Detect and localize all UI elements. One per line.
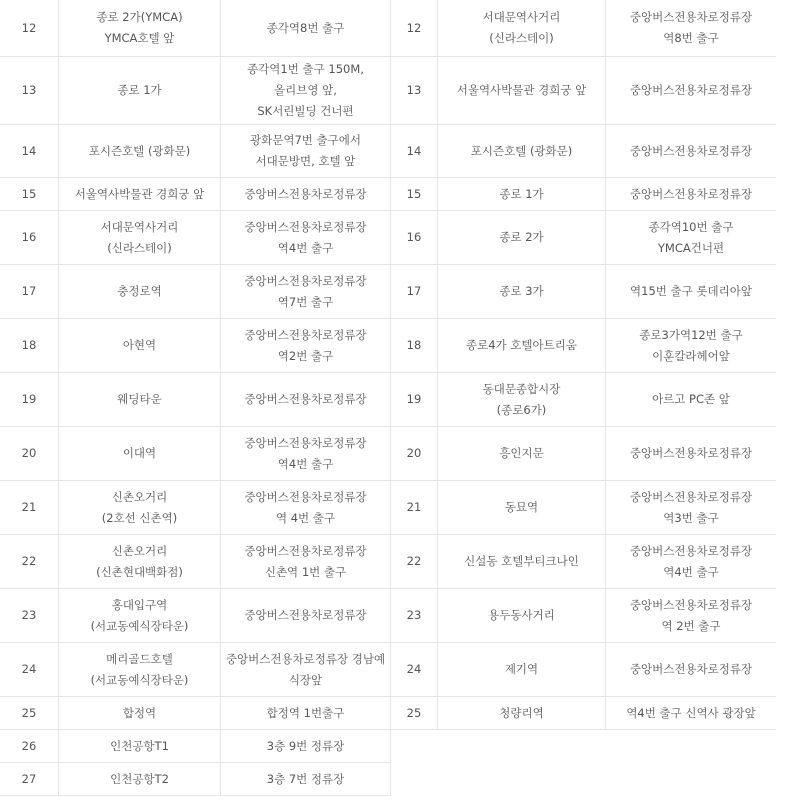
stop-name-left: 포시즌호텔 (광화문) [59,125,221,178]
stop-name-left: 종로 2가(YMCA) YMCA호텔 앞 [59,0,221,57]
table-row [0,481,776,535]
stop-number-left: 13 [0,57,59,125]
stop-name-right [438,763,606,796]
stop-location-right: 중앙버스전용차로정류장 역4번 출구 [606,535,776,589]
stop-location-right: 종각역10번 출구 YMCA건너편 [606,211,776,265]
stop-location-left: 3층 7번 정류장 [221,763,391,796]
stop-name-left: 인천공항T2 [59,763,221,796]
stop-number-left: 14 [0,125,59,178]
stop-name-right: 서대문역사거리 (신라스테이) [438,0,606,57]
table-row [0,211,776,265]
stop-location-right: 역15번 출구 롯데리아앞 [606,265,776,319]
stop-number-right: 17 [391,265,438,319]
stop-location-right: 아르고 PC존 앞 [606,373,776,427]
stop-name-right: 포시즌호텔 (광화문) [438,125,606,178]
stop-name-left: 합정역 [59,697,221,730]
stop-location-right: 중앙버스전용차로정류장 역 2번 출구 [606,589,776,643]
stop-number-right: 13 [391,57,438,125]
stop-name-left: 서대문역사거리 (신라스테이) [59,211,221,265]
stop-location-left: 중앙버스전용차로정류장 [221,178,391,211]
stop-name-left: 웨딩타운 [59,373,221,427]
stop-location-left: 합정역 1번출구 [221,697,391,730]
stop-location-left: 광화문역7번 출구에서 서대문방면, 호텔 앞 [221,125,391,178]
stop-number-right: 24 [391,643,438,697]
stop-name-left: 종로 1가 [59,57,221,125]
stop-location-left: 3층 9번 정류장 [221,730,391,763]
stop-name-right: 종로 3가 [438,265,606,319]
stop-location-left: 중앙버스전용차로정류장 경남예 식장앞 [221,643,391,697]
stop-name-right: 청량리역 [438,697,606,730]
stop-name-right: 흥인지문 [438,427,606,481]
stop-location-right: 중앙버스전용차로정류장 [606,125,776,178]
table-row [0,643,776,697]
stop-number-left: 20 [0,427,59,481]
table-row [0,178,776,211]
stop-location-left: 종각역8번 출구 [221,0,391,57]
stop-name-right [438,730,606,763]
stop-number-left: 19 [0,373,59,427]
stop-number-right: 12 [391,0,438,57]
stop-number-left: 25 [0,697,59,730]
stop-name-left: 아현역 [59,319,221,373]
stop-name-left: 홍대입구역 (서교동예식장타운) [59,589,221,643]
table-row [0,535,776,589]
stop-name-right: 용두동사거리 [438,589,606,643]
stop-number-left: 21 [0,481,59,535]
table-row [0,319,776,373]
stop-name-right: 동대문종합시장 (종로6가) [438,373,606,427]
stop-name-right: 서울역사박물관 경희궁 앞 [438,57,606,125]
stop-number-right: 18 [391,319,438,373]
stop-name-right: 종로 1가 [438,178,606,211]
stop-number-right [391,763,438,796]
stop-number-left: 27 [0,763,59,796]
stop-location-right [606,730,776,763]
stop-location-left: 중앙버스전용차로정류장 역4번 출구 [221,211,391,265]
stop-location-right: 중앙버스전용차로정류장 [606,427,776,481]
table-row [0,57,776,125]
stop-location-right: 중앙버스전용차로정류장 [606,178,776,211]
table-row [0,730,776,763]
stop-name-right: 동묘역 [438,481,606,535]
stop-number-left: 26 [0,730,59,763]
stop-name-left: 신촌오거리 (신촌현대백화점) [59,535,221,589]
stop-number-left: 12 [0,0,59,57]
stop-name-left: 신촌오거리 (2호선 신촌역) [59,481,221,535]
table-row [0,427,776,481]
stop-number-left: 17 [0,265,59,319]
stop-location-right: 중앙버스전용차로정류장 [606,643,776,697]
table-row [0,763,776,796]
table-row [0,0,776,57]
stop-number-right: 22 [391,535,438,589]
stop-number-right: 20 [391,427,438,481]
stop-location-left: 종각역1번 출구 150M, 올리브영 앞, SK서린빌딩 건너편 [221,57,391,125]
table-row [0,373,776,427]
stop-name-right: 종로4가 호텔아트리움 [438,319,606,373]
stop-location-left: 중앙버스전용차로정류장 [221,589,391,643]
table-row [0,125,776,178]
stop-name-left: 이대역 [59,427,221,481]
stop-location-right: 중앙버스전용차로정류장 역8번 출구 [606,0,776,57]
stop-number-right: 14 [391,125,438,178]
stop-number-left: 23 [0,589,59,643]
stop-number-right [391,730,438,763]
stop-number-right: 19 [391,373,438,427]
stop-name-left: 인천공항T1 [59,730,221,763]
stop-number-right: 25 [391,697,438,730]
stop-location-left: 중앙버스전용차로정류장 역7번 출구 [221,265,391,319]
stop-name-right: 신설동 호텔부티크나인 [438,535,606,589]
stop-location-left: 중앙버스전용차로정류장 역2번 출구 [221,319,391,373]
stop-number-right: 16 [391,211,438,265]
stop-number-left: 15 [0,178,59,211]
table-row [0,265,776,319]
stop-location-right [606,763,776,796]
stop-location-right: 역4번 출구 신역사 광장앞 [606,697,776,730]
table-row [0,589,776,643]
stop-location-right: 중앙버스전용차로정류장 역3번 출구 [606,481,776,535]
stop-location-left: 중앙버스전용차로정류장 [221,373,391,427]
stop-number-right: 21 [391,481,438,535]
stop-name-right: 제기역 [438,643,606,697]
stop-number-left: 18 [0,319,59,373]
stop-name-left: 충정로역 [59,265,221,319]
stop-number-right: 23 [391,589,438,643]
stop-location-right: 중앙버스전용차로정류장 [606,57,776,125]
stop-number-left: 22 [0,535,59,589]
stop-name-left: 메리골드호텔 (서교동예식장타운) [59,643,221,697]
stop-number-left: 16 [0,211,59,265]
stop-number-left: 24 [0,643,59,697]
stop-location-left: 중앙버스전용차로정류장 역 4번 출구 [221,481,391,535]
table-row [0,697,776,730]
stop-name-right: 종로 2가 [438,211,606,265]
stop-name-left: 서울역사박물관 경희궁 앞 [59,178,221,211]
stop-location-right: 종로3가역12번 출구 이훈칼라헤어앞 [606,319,776,373]
stop-number-right: 15 [391,178,438,211]
stop-location-left: 중앙버스전용차로정류장 역4번 출구 [221,427,391,481]
stop-location-left: 중앙버스전용차로정류장 신촌역 1번 출구 [221,535,391,589]
